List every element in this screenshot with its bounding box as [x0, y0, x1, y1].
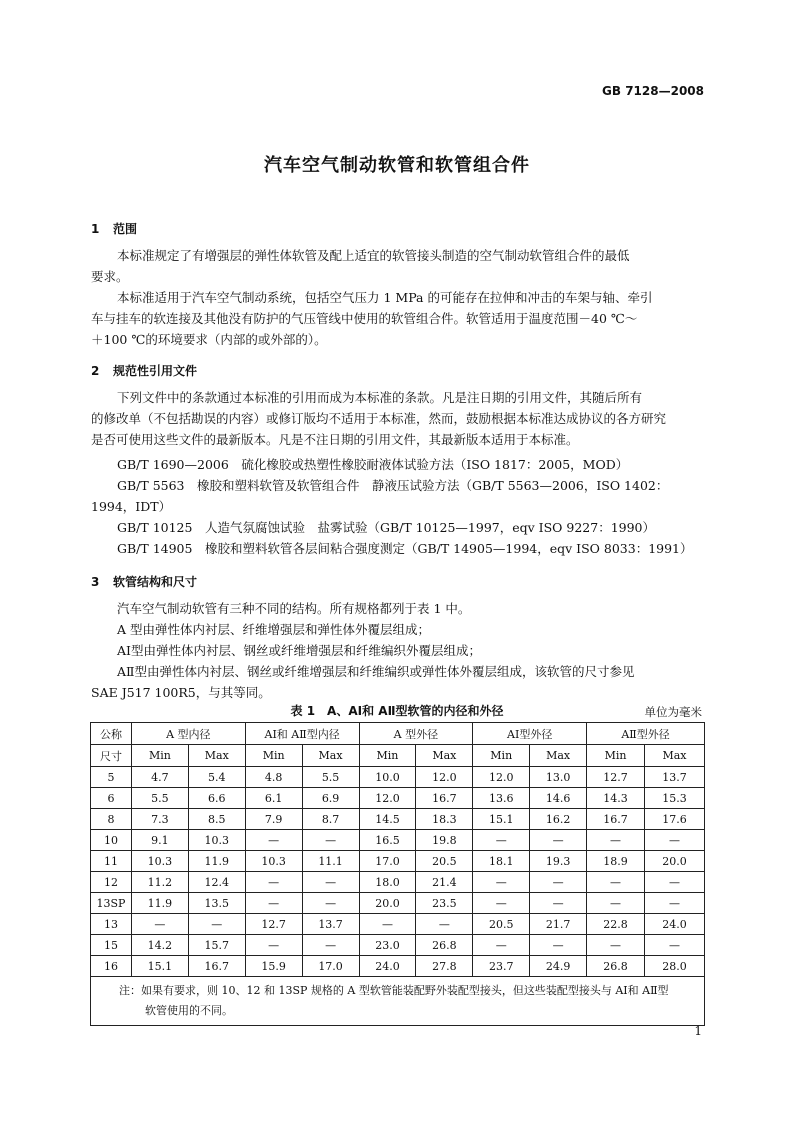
table-cell: 11.2	[131, 872, 188, 893]
reference-gbt-5563-continued: 1994，IDT）	[91, 499, 172, 514]
table-cell: 23.5	[416, 893, 473, 914]
table-cell: 7.9	[245, 809, 302, 830]
note-line: 软管使用的不同。	[145, 1004, 233, 1017]
table-cell-nominal-size: 11	[91, 851, 132, 872]
table-cell: —	[644, 935, 704, 956]
section-1-paragraph-2	[91, 287, 705, 350]
table-cell: 4.8	[245, 767, 302, 788]
note-line: 注：如果有要求，则 10、12 和 13SP 规格的 A 型软管能装配野外装配型接头，但这些装配型接头与 AⅠ和 AⅡ型	[119, 984, 669, 997]
table-cell: 11.9	[188, 851, 245, 872]
table-cell: 15.1	[131, 956, 188, 977]
table-cell: —	[530, 935, 587, 956]
table-row	[91, 956, 705, 977]
table-cell: —	[359, 914, 416, 935]
table-cell: 10.0	[359, 767, 416, 788]
table-cell: 24.0	[644, 914, 704, 935]
table-cell: 17.0	[302, 956, 359, 977]
table-cell: —	[302, 830, 359, 851]
header-max: Max	[530, 745, 587, 767]
table-note	[91, 977, 705, 1026]
text-line: SAE J517 100R5，与其等同。	[91, 685, 271, 700]
table-cell: 10.3	[131, 851, 188, 872]
header-max: Max	[416, 745, 473, 767]
table-cell: 6.1	[245, 788, 302, 809]
table-caption: 表 1 A、AⅠ和 AⅡ型软管的内径和外径	[290, 704, 504, 718]
table-cell: 21.7	[530, 914, 587, 935]
text-line: 要求。	[91, 269, 129, 284]
table-cell: 20.0	[359, 893, 416, 914]
table-cell: 6.9	[302, 788, 359, 809]
table-cell: —	[188, 914, 245, 935]
table-cell: 13.6	[473, 788, 530, 809]
table-cell: —	[587, 830, 645, 851]
table-cell: 12.7	[245, 914, 302, 935]
section-1-paragraph-1	[91, 245, 705, 287]
table-cell-nominal-size: 6	[91, 788, 132, 809]
table-cell: —	[245, 872, 302, 893]
header-nominal-size-2: 尺寸	[91, 745, 132, 767]
page-number: 1	[694, 1024, 702, 1038]
table-cell: —	[644, 872, 704, 893]
table-cell: —	[245, 830, 302, 851]
table-row	[91, 830, 705, 851]
table-row	[91, 851, 705, 872]
table-cell: —	[131, 914, 188, 935]
table-cell: 12.0	[473, 767, 530, 788]
table-cell: 18.1	[473, 851, 530, 872]
document-title: 汽车空气制动软管和软管组合件	[264, 155, 530, 176]
header-group: AⅡ型外径	[587, 723, 705, 745]
table-cell: 14.5	[359, 809, 416, 830]
section-1-heading	[91, 220, 137, 237]
table-unit-note: 单位为毫米	[644, 705, 702, 719]
header-group: A 型外径	[359, 723, 473, 745]
table-cell: —	[530, 872, 587, 893]
table-cell: 13.7	[302, 914, 359, 935]
text-line: 汽车空气制动软管有三种不同的结构。所有规格都列于表 1 中。	[117, 601, 471, 616]
table-cell: 16.7	[416, 788, 473, 809]
table-cell: 11.9	[131, 893, 188, 914]
section-title: 范围	[113, 222, 138, 236]
table-cell: 18.9	[587, 851, 645, 872]
table-cell: —	[302, 872, 359, 893]
text-line: ＋100 ℃的环境要求（内部的或外部的）。	[91, 332, 327, 347]
table-cell: 12.0	[416, 767, 473, 788]
table-cell: —	[245, 893, 302, 914]
table-cell: 15.9	[245, 956, 302, 977]
table-row	[91, 767, 705, 788]
table-cell: 20.0	[644, 851, 704, 872]
table-subheader-row	[91, 745, 705, 767]
reference-gbt-14905: GB/T 14905 橡胶和塑料软管各层间粘合强度测定（GB/T 14905—1994，eqv ISO 8033：1991）	[117, 541, 693, 556]
table-cell: 27.8	[416, 956, 473, 977]
table-cell: —	[473, 893, 530, 914]
header-min: Min	[473, 745, 530, 767]
table-cell: 6.6	[188, 788, 245, 809]
table-cell-nominal-size: 13	[91, 914, 132, 935]
table-cell-nominal-size: 15	[91, 935, 132, 956]
table-cell-nominal-size: 16	[91, 956, 132, 977]
table-cell: 5.5	[302, 767, 359, 788]
table-cell: 21.4	[416, 872, 473, 893]
table-cell: —	[473, 872, 530, 893]
table-cell: 14.3	[587, 788, 645, 809]
section-2-heading	[91, 362, 197, 379]
table-cell: —	[644, 830, 704, 851]
table-cell-nominal-size: 13SP	[91, 893, 132, 914]
table-cell: 10.3	[245, 851, 302, 872]
reference-gbt-5563: GB/T 5563 橡胶和塑料软管及软管组合件 静液压试验方法（GB/T 5563—2006，ISO 1402：	[117, 478, 669, 493]
table-cell: 23.0	[359, 935, 416, 956]
table-cell-nominal-size: 10	[91, 830, 132, 851]
table-cell: 4.7	[131, 767, 188, 788]
table-cell: 24.0	[359, 956, 416, 977]
header-max: Max	[644, 745, 704, 767]
table-row	[91, 788, 705, 809]
section-3-body	[91, 598, 705, 703]
table-cell: —	[302, 893, 359, 914]
section-number: 1	[91, 222, 100, 236]
table-cell: 24.9	[530, 956, 587, 977]
table-cell: 19.3	[530, 851, 587, 872]
table-cell: 15.3	[644, 788, 704, 809]
table-cell: 11.1	[302, 851, 359, 872]
table-cell: 13.0	[530, 767, 587, 788]
section-number: 2	[91, 364, 100, 378]
reference-gbt-1690: GB/T 1690—2006 硫化橡胶或热塑性橡胶耐液体试验方法（ISO 1817：2005，MOD）	[117, 457, 629, 472]
table-cell: 17.0	[359, 851, 416, 872]
table-cell: 18.0	[359, 872, 416, 893]
table-cell: 13.5	[188, 893, 245, 914]
table-cell: 5.4	[188, 767, 245, 788]
table-cell: 5.5	[131, 788, 188, 809]
table-cell: 17.6	[644, 809, 704, 830]
table-cell: 16.2	[530, 809, 587, 830]
table-cell: 19.8	[416, 830, 473, 851]
text-line: 下列文件中的条款通过本标准的引用而成为本标准的条款。凡是注日期的引用文件，其随后所有	[117, 390, 643, 405]
header-min: Min	[587, 745, 645, 767]
standard-code: GB 7128—2008	[602, 84, 704, 98]
table-cell: 14.6	[530, 788, 587, 809]
table-cell: 7.3	[131, 809, 188, 830]
table-cell: —	[302, 935, 359, 956]
table-cell-nominal-size: 12	[91, 872, 132, 893]
header-group: AⅠ型外径	[473, 723, 587, 745]
table-cell: 12.4	[188, 872, 245, 893]
table-cell: 15.7	[188, 935, 245, 956]
header-nominal-size: 公称	[91, 723, 132, 745]
table-cell: —	[245, 935, 302, 956]
table-cell: 18.3	[416, 809, 473, 830]
table-row	[91, 872, 705, 893]
section-title: 软管结构和尺寸	[113, 575, 198, 589]
hose-diameter-table	[90, 722, 705, 1026]
table-cell: 16.7	[188, 956, 245, 977]
reference-gbt-10125: GB/T 10125 人造气氛腐蚀试验 盐雾试验（GB/T 10125—1997，eqv ISO 9227：1990）	[117, 520, 656, 535]
table-row	[91, 935, 705, 956]
table-cell: —	[587, 872, 645, 893]
table-cell: 23.7	[473, 956, 530, 977]
table-cell: —	[530, 893, 587, 914]
table-header-row	[91, 723, 705, 745]
text-line: 的修改单（不包括勘误的内容）或修订版均不适用于本标准，然而，鼓励根据本标准达成协议的各方研究	[91, 411, 667, 426]
header-min: Min	[359, 745, 416, 767]
table-cell: 20.5	[473, 914, 530, 935]
table-cell: 16.5	[359, 830, 416, 851]
table-cell: 10.3	[188, 830, 245, 851]
section-title: 规范性引用文件	[113, 364, 198, 378]
table-cell-nominal-size: 5	[91, 767, 132, 788]
table-cell: 15.1	[473, 809, 530, 830]
header-min: Min	[131, 745, 188, 767]
table-body	[91, 767, 705, 977]
table-cell: —	[473, 935, 530, 956]
table-cell: —	[416, 914, 473, 935]
table-cell: 13.7	[644, 767, 704, 788]
table-row	[91, 809, 705, 830]
table-cell: 8.7	[302, 809, 359, 830]
section-2-paragraph	[91, 387, 705, 450]
text-line: AⅠ型由弹性体内衬层、钢丝或纤维增强层和纤维编织外覆层组成；	[117, 643, 481, 658]
table-row	[91, 893, 705, 914]
table-cell: 12.7	[587, 767, 645, 788]
section-3-heading	[91, 573, 197, 590]
text-line: 本标准适用于汽车空气制动系统，包括空气压力 1 MPa 的可能存在拉伸和冲击的车架与轴、牵引	[117, 290, 653, 305]
text-line: AⅡ型由弹性体内衬层、钢丝或纤维增强层和纤维编织或弹性体外覆层组成，该软管的尺寸参见	[117, 664, 635, 679]
header-group: AⅠ和 AⅡ型内径	[245, 723, 359, 745]
text-line: 是否可使用这些文件的最新版本。凡是不注日期的引用文件，其最新版本适用于本标准。	[91, 432, 579, 447]
text-line: 本标准规定了有增强层的弹性体软管及配上适宜的软管接头制造的空气制动软管组合件的最低	[117, 248, 630, 263]
text-line: 车与挂车的软连接及其他没有防护的气压管线中使用的软管组合件。软管适用于温度范围－40 ℃～	[91, 311, 638, 326]
header-min: Min	[245, 745, 302, 767]
section-number: 3	[91, 575, 100, 589]
text-line: A 型由弹性体内衬层、纤维增强层和弹性体外覆层组成；	[117, 622, 431, 637]
table-cell: 8.5	[188, 809, 245, 830]
table-cell: 14.2	[131, 935, 188, 956]
table-cell: —	[587, 935, 645, 956]
table-cell: 28.0	[644, 956, 704, 977]
header-group: A 型内径	[131, 723, 245, 745]
table-cell: 9.1	[131, 830, 188, 851]
table-note-row	[91, 977, 705, 1026]
table-cell: 26.8	[416, 935, 473, 956]
table-cell: —	[587, 893, 645, 914]
table-cell: 20.5	[416, 851, 473, 872]
table-cell: 12.0	[359, 788, 416, 809]
header-max: Max	[302, 745, 359, 767]
table-cell: 16.7	[587, 809, 645, 830]
table-cell: 22.8	[587, 914, 645, 935]
table-cell: —	[473, 830, 530, 851]
header-max: Max	[188, 745, 245, 767]
table-cell: —	[530, 830, 587, 851]
table-row	[91, 914, 705, 935]
table-cell-nominal-size: 8	[91, 809, 132, 830]
table-cell: —	[644, 893, 704, 914]
table-cell: 26.8	[587, 956, 645, 977]
